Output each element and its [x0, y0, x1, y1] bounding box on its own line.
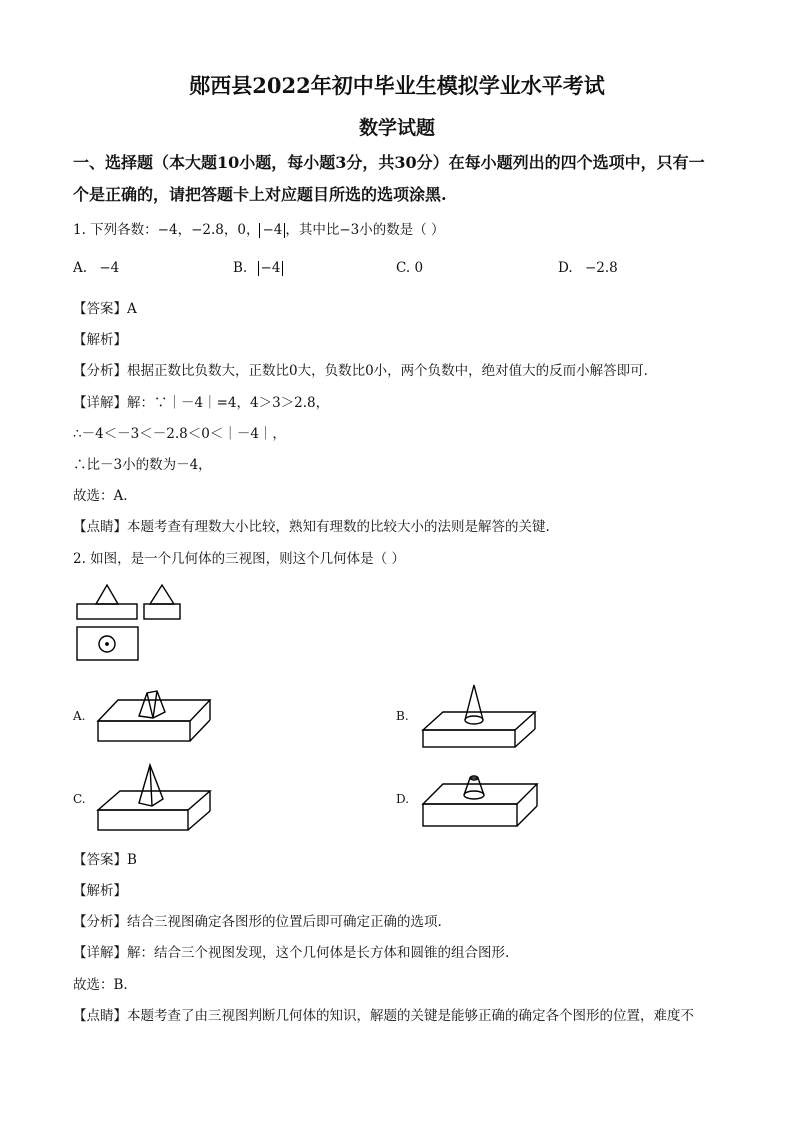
- box-a-edge-2: [190, 720, 210, 741]
- q2-figure-b: [420, 682, 540, 752]
- q1-stem-before: 1. 下列各数：−4，−2.8，0，: [73, 222, 260, 238]
- q1-option-b: [233, 260, 283, 276]
- q1-analysis-title: 【解析】: [73, 332, 127, 348]
- box-b-edge-2: [515, 729, 535, 747]
- q1-stem-after: ，其中比−3小的数是（ ）: [285, 222, 445, 238]
- side-view-rect: [144, 604, 180, 619]
- q2-figure-d: [420, 770, 540, 832]
- q2-fenxi: 【分析】结合三视图确定各图形的位置后即可确定正确的选项.: [73, 914, 442, 930]
- q1-detail-3: ∴比－3小的数为－4，: [73, 457, 212, 473]
- top-view-dot: [106, 643, 108, 645]
- box-b-top: [423, 712, 535, 730]
- box-a-front: [98, 721, 190, 741]
- q2-figure-c: [95, 763, 215, 835]
- page-subtitle: 数学试题: [358, 117, 435, 139]
- q1-detail-1: 【详解】解：∵｜－4｜=4，4＞3＞2.8，: [73, 395, 330, 411]
- q1-detail-4: 故选：A.: [73, 488, 128, 504]
- page-title: 郧西县2022年初中毕业生模拟学业水平考试: [189, 73, 605, 98]
- q2-label-c: C.: [73, 792, 86, 806]
- box-c-top: [98, 791, 210, 810]
- q2-label-a: A.: [73, 709, 86, 723]
- q1-option-d-value: −2.8: [584, 260, 618, 276]
- box-d-front: [423, 804, 517, 826]
- frustum-a-edge: [147, 693, 153, 718]
- q1-option-c-label: C.: [396, 260, 411, 276]
- cone-b-base: [465, 716, 483, 724]
- section-heading-line1: 一、选择题（本大题10小题，每小题3分，共30分）在每小题列出的四个选项中，只有一: [73, 153, 705, 172]
- three-views-figure: [70, 575, 190, 670]
- q1-fenxi: 【分析】根据正数比负数大，正数比0大，负数比0小，两个负数中，绝对值大的反而小解答即可.: [73, 363, 648, 379]
- q2-figure-a: [95, 685, 215, 745]
- q1-detail-2: ∴－4＜－3＜－2.8＜0＜｜－4｜，: [73, 426, 286, 442]
- side-view-triangle: [150, 585, 174, 604]
- q1-option-a-value: −4: [99, 260, 120, 276]
- box-d-top: [423, 784, 537, 804]
- q2-detail-2: 故选：B.: [73, 977, 128, 993]
- q1-option-a-label: A.: [73, 260, 88, 276]
- q2-label-b: B.: [396, 709, 409, 723]
- q1-option-c: [396, 260, 423, 276]
- q1-option-d: [558, 260, 618, 276]
- q2-comment: 【点睛】本题考查了由三视图判断几何体的知识，解题的关键是能够正确的确定各个图形的位置，难度不: [73, 1008, 694, 1024]
- frustum-a-edge-2: [153, 691, 157, 718]
- front-view-rect: [77, 604, 137, 619]
- box-d-edge-2: [517, 806, 537, 826]
- q2-stem: 2. 如图，是一个几何体的三视图，则这个几何体是（ ）: [73, 551, 405, 567]
- cone-b: [465, 685, 483, 720]
- q1-option-d-label: D.: [558, 260, 573, 276]
- q1-option-c-value: 0: [414, 260, 424, 276]
- q1-stem: [73, 218, 445, 238]
- front-view-triangle: [96, 585, 118, 604]
- box-b-front: [423, 730, 515, 747]
- box-c-edge-2: [188, 811, 210, 830]
- q1-option-b-value: −4: [258, 261, 284, 276]
- frustum-d-base: [464, 791, 484, 799]
- q2-analysis-title: 【解析】: [73, 883, 127, 899]
- q1-stem-abs: −4: [259, 223, 285, 238]
- q1-comment: 【点睛】本题考查有理数大小比较，熟知有理数的比较大小的法则是解答的关键.: [73, 519, 550, 535]
- box-c-front: [98, 810, 188, 830]
- section-heading-line2: 个是正确的，请把答题卡上对应题目所选的选项涂黑.: [73, 185, 447, 204]
- q1-answer: 【答案】A: [73, 301, 137, 317]
- q1-option-a: [73, 260, 119, 276]
- q2-detail-1: 【详解】解：结合三个视图发现，这个几何体是长方体和圆锥的组合图形.: [73, 945, 510, 961]
- q2-answer: 【答案】B: [73, 852, 137, 868]
- q1-option-b-label: B.: [233, 260, 248, 276]
- q2-label-d: D.: [396, 792, 410, 806]
